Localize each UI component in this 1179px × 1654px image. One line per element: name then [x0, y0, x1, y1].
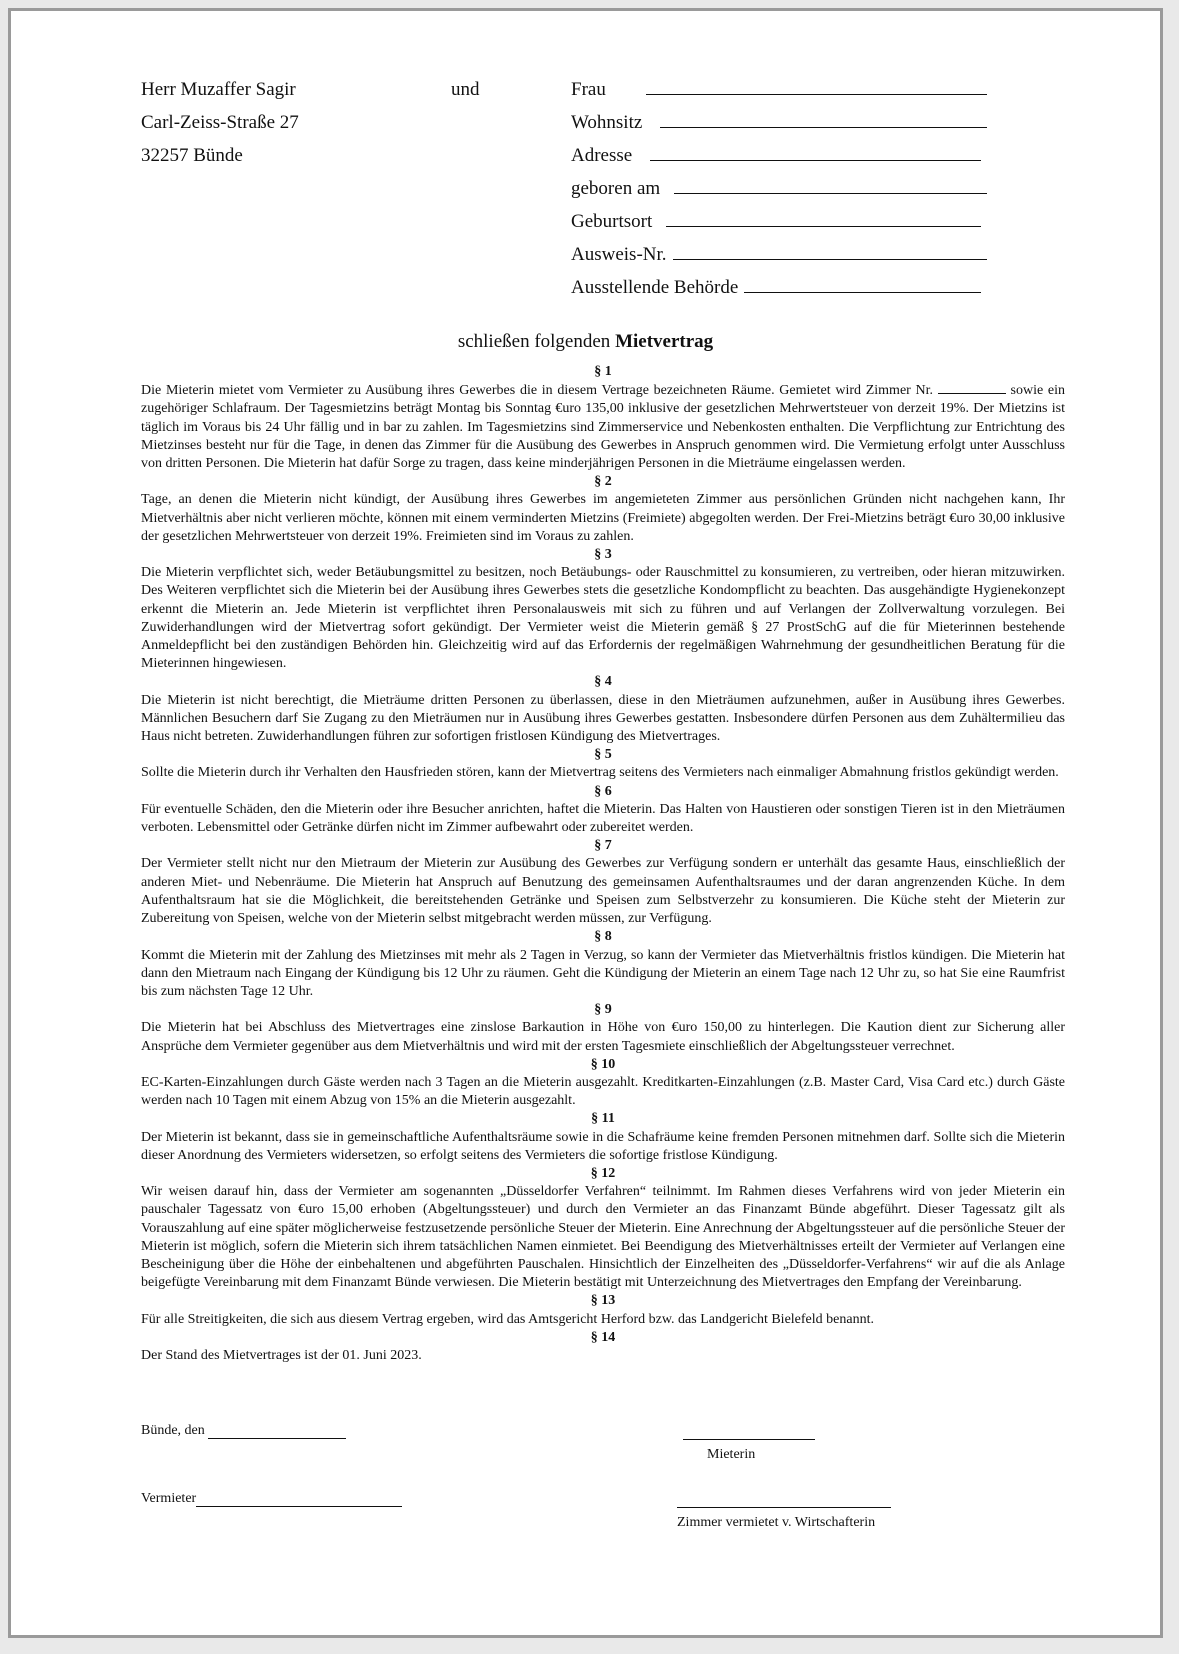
tenant-field-ausweis: Ausweis-Nr.	[571, 238, 991, 271]
tenant-fields	[571, 73, 991, 304]
section-1	[141, 363, 1065, 473]
room-number-blank	[938, 381, 1006, 394]
landlord-city: 32257 Bünde	[141, 145, 243, 166]
section-text: EC-Karten-Einzahlungen durch Gäste werden nach 3 Tagen an die Mieterin ausgezahlt. Kreditkarten-Einzahlungen (z.B. Master Card, Visa Card etc.) durch Gäste werden nach 10 Tagen mit einem Abzug von 15% an die Mieterin ausgezahlt.	[141, 1074, 1065, 1109]
section-heading: § 3	[594, 547, 612, 563]
manager-signature-line	[677, 1491, 891, 1508]
place-date-signature	[141, 1423, 346, 1439]
section-text-pre: Die Mieterin mietet vom Vermieter zu Ausübung ihres Gewerbes die in diesem Vertrage bezeichneten Räume. Gemietet wird Zimmer Nr.	[141, 383, 934, 399]
section-heading: § 13	[590, 1293, 616, 1309]
section-text: Tage, an denen die Mieterin nicht kündigt, der Ausübung ihres Gewerbes im angemieteten Zimmer aus persönlichen Gründen nicht nachgehen kann, Ihr Mietverhältnis aber nicht verlieren möchte, können mit einem verminderten Mietzins (Freimiete) abgegolten werden. Der Frei-Mietzins beträgt €uro 30,00 inklusive der gesetzlichen Mehrwertsteuer von derzeit 19%. Freimieten sind im Voraus zu zahlen.	[141, 492, 1065, 544]
landlord-address	[141, 73, 299, 172]
title-prefix: schließen folgenden	[457, 331, 611, 352]
section-text: Der Stand des Mietvertrages ist der 01. Juni 2023.	[141, 1347, 422, 1363]
section-heading: § 2	[594, 474, 612, 490]
section-heading: § 1	[594, 364, 612, 379]
section-heading: § 6	[594, 783, 612, 799]
landlord-name: Herr Muzaffer Sagir	[141, 79, 296, 100]
section-text: Die Mieterin verpflichtet sich, weder Betäubungsmittel zu besitzen, noch Betäubungs- oder Rauschmittel zu konsumieren, zu vertreiben, oder hieran mitzuwirken. Des Weiteren verpflichtet sich die Mieterin bei der Ausübung ihres Gewerbes stets die gesetzliche Kondompflicht zu beachten. Das ausgehändigte Hygienekonzept erkennt die Mieterin an. Jede Mieterin ist verpflichtet ihren Personalausweis mit sich zu führen und auf Verlangen der Zollverwaltung vorzulegen. Bei Zuwiderhandlungen wird der Mietvertrag sofort gekündigt. Der Vermieter weist die Mieterin gemäß § 27 ProstSchG auf die für Mieterinnen bestehende Anmeldepflicht bei den zuständigen Behörden hin. Gleichzeitig wird auf das Erfordernis der regelmäßigen Wahrnehmung der gesundheitlichen Beratung für die Mieterinnen hingewiesen.	[141, 565, 1065, 672]
landlord-street: Carl-Zeiss-Straße 27	[141, 112, 299, 133]
manager-signature-label: Zimmer vermietet v. Wirtschafterin	[677, 1515, 876, 1530]
landlord-signature-line	[196, 1492, 402, 1507]
section-heading: § 10	[590, 1056, 616, 1072]
landlord-signature	[141, 1491, 402, 1507]
section-text: Wir weisen darauf hin, dass der Vermieter am sogenannten „Düsseldorfer Verfahren“ teilnimmt. Im Rahmen dieses Verfahrens wird von jeder Mieterin ein pauschaler Tagessatz von €uro 15,00 erhoben (Abgeltungssteuer) und durch den Vermieter an das Finanzamt Bünde abgeführt. Dieser Tagessatz gilt als Vorauszahlung auf eine später möglicherweise festzusetzende persönliche Steuer der Mieterin. Eine Anrechnung der Abgeltungssteuer auf die persönliche Steuer der Mieterin ist möglich, sofern die Mieterin sich ihrem tatsächlichen Namen einmietet. Bei Beendigung des Mietverhältnisses erteilt der Vermieter auf Verlangen eine Bescheinigung über die Höhe der einbehaltenen und abgeführten Pauschalen. Hinsichtlich der Einzelheiten des „Düsseldorfer-Verfahrens“ wir auf die als Anlage beigefügte Vereinbarung mit dem Finanzamt Bünde verwiesen. Die Mieterin bestätigt mit Unterzeichnung des Mietvertrages den Empfang der Vereinbarung.	[141, 1184, 1065, 1291]
section-heading: § 5	[594, 747, 612, 763]
section-7	[141, 837, 1065, 928]
section-text: Die Mieterin ist nicht berechtigt, die Mieträume dritten Personen zu überlassen, diese in den Mieträumen aufzunehmen, außer in Ausübung ihres Gewerbes. Männlichen Besuchern darf Sie Zugang zu den Mieträumen nur in Ausübung ihres Gewerbes gestatten. Insbesondere dürfen Personen aus dem Zuhältermilieu das Haus nicht betreten. Zuwiderhandlungen führen zur sofortigen fristlosen Kündigung des Mietvertrages.	[141, 692, 1065, 745]
and-word: und	[451, 79, 480, 100]
section-text: Für eventuelle Schäden, den die Mieterin oder ihre Besucher anrichten, haftet die Mieterin. Das Halten von Haustieren oder sonstigen Tieren ist in den Mieträumen verboten. Lebensmittel oder Getränke dürfen nicht im Zimmer aufbewahrt oder zubereitet werden.	[141, 801, 1065, 836]
section-3	[141, 546, 1065, 673]
section-heading: § 7	[594, 838, 612, 854]
tenant-signature-label: Mieterin	[707, 1447, 756, 1462]
tenant-field-wohnsitz: Wohnsitz	[571, 106, 991, 139]
title-bold: Mietvertrag	[615, 331, 714, 352]
section-text: Kommt die Mieterin mit der Zahlung des Mietzinses mit mehr als 2 Tagen in Verzug, so kann der Vermieter das Mietverhältnis fristlos kündigen. Die Mieterin hat dann den Mietraum nach Eingang der Kündigung bis 12 Uhr zu räumen. Geht die Kündigung der Mieterin an einem Tage nach 12 Uhr zu, so hat Sie eine Raumfrist bis zum nächsten Tage 12 Uhr.	[141, 947, 1065, 999]
section-text: Der Mieterin ist bekannt, dass sie in gemeinschaftliche Aufenthaltsräume sowie in die Schafräume keine fremden Personen mitnehmen darf. Sollte sich die Mieterin dieser Anordnung des Vermieters widersetzen, so erfolgt seitens des Vermieters die sofortige fristlose Kündigung.	[141, 1129, 1065, 1163]
landlord-signature-label: Vermieter	[141, 1491, 197, 1506]
contract-body	[141, 363, 1065, 1365]
section-12	[141, 1165, 1065, 1292]
section-heading: § 11	[591, 1111, 615, 1127]
section-9	[141, 1001, 1065, 1056]
place-date-line	[208, 1424, 346, 1439]
section-14	[141, 1329, 1065, 1365]
section-text: Sollte die Mieterin durch ihr Verhalten den Hausfrieden stören, kann der Mietvertrag seitens des Vermieters nach einmaliger Abmahnung fristlos gekündigt werden.	[141, 765, 1059, 781]
place-date-label: Bünde, den	[141, 1423, 205, 1438]
section-heading: § 9	[594, 1002, 612, 1018]
tenant-field-frau: Frau	[571, 73, 991, 106]
section-6	[141, 783, 1065, 838]
tenant-signature-line	[683, 1423, 815, 1440]
section-13	[141, 1292, 1065, 1328]
section-text: Für alle Streitigkeiten, die sich aus diesem Vertrag ergeben, wird das Amtsgericht Herford bzw. das Landgericht Bielefeld benannt.	[141, 1311, 874, 1327]
section-heading: § 12	[590, 1165, 616, 1181]
section-10	[141, 1056, 1065, 1111]
section-text-rest: sowie ein zugehöriger Schlafraum. Der Tagesmietzins beträgt Montag bis Sonntag €uro 135,00 inklusive der gesetzlichen Mehrwertsteuer von derzeit 19%. Der Mietzins ist täglich im Voraus bis 24 Uhr fällig und in bar zu zahlen. Im Tagesmietzins sind Zimmerservice und Nebenkosten enthalten. Die Verpflichtung zur Entrichtung des Mietzinses besteht nur für die Tage, in denen das Zimmer für die Ausübung des Gewerbes in Anspruch genommen wird. Die Vermietung erfolgt unter Ausschluss von dritten Personen. Die Mieterin hat dafür Sorge zu tragen, dass keine minderjährigen Personen in die Mieträume eingelassen werden.	[141, 383, 1066, 472]
document-title	[11, 331, 1160, 353]
section-text: Der Vermieter stellt nicht nur den Mietraum der Mieterin zur Ausübung des Gewerbes zur Verfügung sondern er unterhält das gesamte Haus, einschließlich der anderen Miet- und Nebenräume. Die Mieterin hat Anspruch auf Benutzung des gemeinsamen Aufenthaltsraumes und der daran angrenzenden Küche. In dem Aufenthaltsraum hat sie die Möglichkeit, die bereitstehenden Getränke und Speisen zum Selbstverzehr zu konsumieren. Die Küche steht der Mieterin zur Zubereitung von Speisen, welche von der Mieterin selbst mitgebracht werden müssen, zur Verfügung.	[141, 856, 1065, 927]
tenant-field-geboren: geboren am	[571, 172, 991, 205]
section-5	[141, 746, 1065, 782]
section-text: Die Mieterin hat bei Abschluss des Mietvertrages eine zinslose Barkaution in Höhe von €uro 150,00 zu hinterlegen. Die Kaution dient zur Sicherung aller Ansprüche dem Vermieter gegenüber aus dem Mietverhältnis und wird mit der ersten Tagesmiete einschließlich der Abgeltungssteuer verrechnet.	[141, 1020, 1065, 1054]
contract-page	[8, 8, 1163, 1638]
section-2	[141, 473, 1065, 546]
section-4	[141, 673, 1065, 746]
section-11	[141, 1110, 1065, 1165]
tenant-field-geburtsort: Geburtsort	[571, 205, 991, 238]
section-text	[141, 381, 1065, 473]
tenant-field-behoerde: Ausstellende Behörde	[571, 271, 991, 304]
section-heading: § 8	[594, 929, 612, 945]
tenant-field-adresse: Adresse	[571, 139, 991, 172]
section-heading: § 4	[594, 674, 612, 690]
section-heading: § 14	[590, 1329, 616, 1345]
section-8	[141, 928, 1065, 1001]
